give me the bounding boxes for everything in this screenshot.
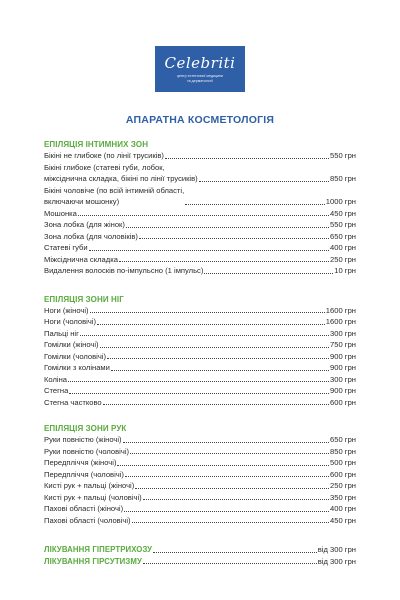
dotted-leader (204, 273, 333, 274)
dotted-leader (123, 442, 329, 443)
service-price: 1600 грн (325, 305, 356, 315)
dotted-leader (80, 335, 329, 336)
service-name (44, 265, 203, 277)
section-title: ЕПІЛЯЦІЯ ЗОНИ НІГ (44, 294, 124, 304)
dotted-leader (143, 563, 317, 564)
dotted-leader (69, 393, 329, 394)
service-name-line: Видалення волосків по-імпульсно (1 імпульс) (44, 266, 204, 275)
service-name (44, 480, 134, 492)
treatment-row (44, 556, 356, 568)
price-row (44, 254, 356, 266)
service-price: 600 грн (330, 469, 356, 479)
price-row (44, 351, 356, 363)
dotted-leader (97, 324, 325, 325)
price-row (44, 208, 356, 220)
price-row (44, 397, 356, 409)
price-row (44, 469, 356, 481)
service-name-line: Пахові області (чоловічі) (44, 515, 131, 525)
service-name (44, 515, 131, 527)
dotted-leader (132, 522, 329, 523)
treatment-list (44, 544, 356, 567)
service-name-line: Зона лобка (для чоловіків) (44, 231, 138, 241)
dotted-leader (78, 215, 329, 216)
service-name-line: ЛІКУВАННЯ ГІПЕРТРИХОЗУ (44, 545, 153, 554)
dotted-leader (153, 552, 317, 553)
price-row (44, 515, 356, 527)
price-row (44, 242, 356, 254)
price-section (44, 294, 356, 409)
service-price: від 300 грн (317, 556, 356, 566)
dotted-leader (119, 261, 329, 262)
service-name-line: Пальці ніг (44, 328, 79, 338)
service-name-line: міжсіднична складка, бікіні по лінії трусиків) (44, 174, 198, 183)
dotted-leader (135, 488, 329, 489)
price-row (44, 434, 356, 446)
service-price: 250 грн (330, 254, 356, 264)
price-row (44, 265, 356, 277)
logo-subtitle (177, 74, 223, 83)
service-name (44, 316, 96, 328)
service-price: 450 грн (330, 515, 356, 525)
price-row (44, 219, 356, 231)
price-row (44, 374, 356, 386)
service-price: 400 грн (330, 504, 356, 513)
service-name-line: Ноги (жіночі) (44, 305, 89, 315)
service-name (44, 492, 142, 504)
service-name-line: Статеві губи (44, 243, 88, 252)
price-section (44, 423, 356, 526)
service-name (44, 397, 102, 409)
dotted-leader (89, 250, 329, 251)
service-name-line: Руки повністю (чоловічі) (44, 446, 130, 456)
dotted-leader (125, 476, 329, 477)
price-row (44, 231, 356, 243)
service-name-line: Кисті рук + пальці (жіночі) (44, 481, 135, 490)
service-name-line: Гомілки (жіночі) (44, 340, 99, 349)
price-row (44, 328, 356, 340)
service-name (44, 305, 89, 317)
service-name-line: Кисті рук + пальці (чоловічі) (44, 492, 142, 502)
service-name (44, 150, 164, 162)
section-title: ЕПІЛЯЦІЯ ЗОНИ РУК (44, 424, 127, 433)
service-price: 600 грн (330, 397, 356, 407)
price-list (44, 139, 356, 543)
service-name-line: Стегна частково (44, 397, 102, 407)
service-name (44, 242, 88, 254)
service-price: 750 грн (330, 340, 356, 349)
section-title: ЕПІЛЯЦІЯ ІНТИМНИХ ЗОН (44, 140, 149, 149)
service-name (44, 434, 122, 446)
service-price: 850 грн (330, 446, 356, 456)
service-name (44, 219, 125, 231)
service-name-line: Коліна (44, 374, 68, 384)
dotted-leader (117, 465, 329, 466)
service-name-line: Передпліччя (чоловічі) (44, 469, 124, 479)
service-price: 300 грн (330, 374, 356, 384)
service-price: 900 грн (330, 386, 356, 395)
service-name-line: Ноги (чоловічі) (44, 317, 97, 326)
page-title: АПАРАТНА КОСМЕТОЛОГІЯ (125, 114, 275, 126)
service-name (44, 231, 138, 243)
service-price: від 300 грн (317, 545, 356, 554)
service-price: 550 грн (330, 220, 356, 229)
service-price: 350 грн (330, 492, 356, 502)
service-price: 450 грн (330, 208, 356, 218)
dotted-leader (103, 404, 329, 405)
service-name-line: Міжсіднична складка (44, 254, 118, 264)
price-row (44, 362, 356, 374)
service-name (44, 374, 67, 386)
service-name (44, 446, 129, 458)
service-name-line: Бікіні глибоке (статеві губи, лобок, (44, 162, 165, 172)
dotted-leader (185, 204, 325, 205)
service-name-line: Мошонка (44, 208, 77, 218)
service-name (44, 162, 198, 185)
price-row (44, 305, 356, 317)
service-name (44, 328, 79, 340)
service-name-line: Бікіні не глибоке (по лінії трусиків) (44, 151, 164, 160)
price-row (44, 503, 356, 515)
dotted-leader (130, 453, 329, 454)
price-row (44, 162, 356, 185)
treatment-row (44, 544, 356, 556)
service-name-line: включаючи мошонку) (44, 197, 120, 206)
dotted-leader (124, 511, 329, 512)
logo-brand-name: Celebriti (164, 54, 236, 73)
service-name (44, 339, 99, 351)
dotted-leader (199, 181, 329, 182)
service-name (44, 385, 68, 397)
service-name (44, 457, 116, 469)
service-price: 250 грн (330, 481, 356, 490)
dotted-leader (90, 312, 325, 313)
service-name (44, 469, 124, 481)
service-price: 1600 грн (325, 317, 356, 326)
service-name-line: Руки повністю (жіночі) (44, 435, 122, 444)
service-name (44, 208, 77, 220)
logo-subtitle-line: центр естетичної медицини (177, 74, 223, 79)
dotted-leader (165, 158, 329, 159)
service-price: 10 грн (334, 266, 356, 275)
service-price: 400 грн (330, 243, 356, 252)
dotted-leader (111, 370, 329, 371)
dotted-leader (139, 238, 329, 239)
price-section (44, 139, 356, 277)
service-price: 650 грн (330, 231, 356, 241)
service-name-line: ЛІКУВАННЯ ГІРСУТИЗМУ (44, 556, 142, 566)
brand-logo (155, 46, 245, 92)
service-price: 1000 грн (325, 197, 356, 206)
service-name-line: Пахові області (жіночі) (44, 504, 124, 513)
price-row (44, 185, 356, 208)
service-name (44, 351, 106, 363)
price-row (44, 446, 356, 458)
dotted-leader (107, 358, 329, 359)
dotted-leader (143, 499, 329, 500)
service-name-line: Бікіні чоловіче (по всій інтимній області, (44, 185, 185, 195)
service-name-line: Стегна (44, 386, 69, 395)
service-name-line: Передпліччя (жіночі) (44, 458, 117, 467)
service-price: 500 грн (330, 458, 356, 467)
price-row (44, 316, 356, 328)
service-name (44, 185, 184, 208)
service-name-line: Гомілки з колінами (44, 363, 110, 372)
service-name (44, 362, 110, 374)
service-name (44, 503, 123, 515)
service-name (44, 544, 152, 556)
price-row (44, 339, 356, 351)
logo-subtitle-line: та дерматології (187, 78, 213, 83)
service-name (44, 254, 118, 266)
dotted-leader (126, 227, 329, 228)
service-price: 650 грн (330, 435, 356, 444)
price-row (44, 480, 356, 492)
service-price: 900 грн (330, 351, 356, 361)
dotted-leader (100, 347, 329, 348)
service-name (44, 556, 142, 568)
price-row (44, 457, 356, 469)
service-price: 300 грн (330, 328, 356, 338)
service-price: 550 грн (330, 151, 356, 160)
price-row (44, 492, 356, 504)
price-row (44, 385, 356, 397)
service-price: 850 грн (330, 174, 356, 183)
service-name-line: Зона лобка (для жінок) (44, 220, 125, 229)
price-row (44, 150, 356, 162)
dotted-leader (68, 381, 329, 382)
service-price: 900 грн (330, 363, 356, 372)
service-name-line: Гомілки (чоловічі) (44, 351, 107, 361)
